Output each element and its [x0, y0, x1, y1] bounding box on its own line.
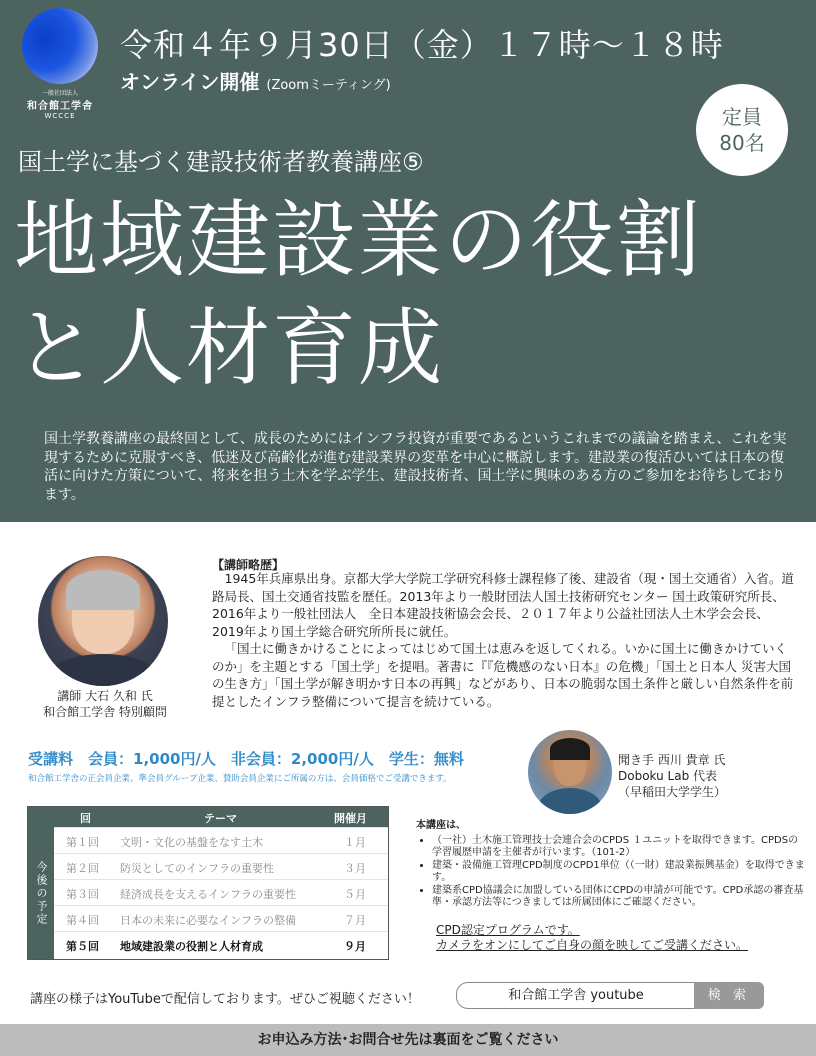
intro-text: 国土学教養講座の最終回として、成長のためにはインフラ投資が重要であるというこれまでの議論を踏まえ、これを実現するために克服すべき、低迷及び高齢化が進む建設業界の変革を中心に概説します。建設業の復活ひいては日本の復活に向けた方策について、将来を担う土木を学ぶ学生、建設技術者、国土学に興味のある方のご参加をお待ちしております。	[44, 431, 787, 503]
row-month: ５月	[344, 888, 366, 901]
event-format-label: オンライン開催	[120, 70, 260, 94]
table-row-current	[54, 931, 388, 958]
footer-banner: お申込み方法･お問合せ先は裏面をご覧ください	[0, 1024, 816, 1056]
lecturer-name: 講師 大石 久和 氏	[57, 689, 153, 703]
header-no: 回	[80, 812, 91, 825]
capacity-label: 定員	[722, 105, 762, 129]
search-button[interactable]: 検 索	[694, 982, 764, 1009]
row-theme: 防災としてのインフラの重要性	[120, 862, 274, 875]
table-row	[54, 827, 388, 854]
search-input[interactable]: 和合館工学舎 youtube	[456, 982, 696, 1009]
schedule-table	[27, 806, 389, 960]
bio-paragraph-1: 1945年兵庫県出身。京都大学大学院工学研究科修士課程修了後、建設省（現・国土交通省）入省。道路局長、国土交通省技監を歴任。2013年より一般財団法人国土技術研究センター 国土政策研究所長、2016年より一般社団法人 全日本建設技術協会会長、２０１７年より公益社団法人土木学会会長、2019年より国土学総合研究所所長に就任。	[212, 571, 794, 639]
series-title: 国土学に基づく建設技術者教養講座⑤	[18, 148, 424, 176]
cpd-notice	[436, 923, 748, 953]
lecturer-caption	[20, 688, 190, 720]
schedule-header	[28, 807, 388, 827]
bio-heading: 【講師略歴】	[212, 558, 285, 572]
interviewer-name: 聞き手 西川 貴章 氏	[618, 753, 726, 767]
row-no: 第５回	[66, 940, 99, 953]
table-row	[54, 853, 388, 880]
row-theme: 経済成長を支えるインフラの重要性	[120, 888, 296, 901]
fee-note: 和合館工学舎の正会員企業、準会員グループ企業、賛助会員企業にご所属の方は、会員価格でご受講できます。	[28, 774, 452, 784]
row-no: 第４回	[66, 914, 99, 927]
interviewer-photo	[528, 730, 612, 814]
capacity-badge	[696, 84, 788, 176]
row-no: 第１回	[66, 836, 99, 849]
capacity-count: 80名	[719, 131, 765, 155]
logo-small-text: 一般社団法人	[41, 90, 78, 97]
row-month: １月	[344, 836, 366, 849]
cpds-info	[416, 820, 806, 910]
interviewer-caption	[618, 752, 726, 800]
list-item: • 建築・設備施工管理CPD制度のCPD1単位（（一財）建設業振興基金）を取得できます。	[432, 860, 806, 885]
hero-banner	[0, 0, 816, 522]
event-date: 令和４年９月30日（金）１７時～１８時	[120, 26, 724, 64]
event-format-note: (Zoomミーティング)	[266, 78, 391, 93]
interviewer-affiliation: （早稲田大学学生）	[618, 785, 727, 799]
main-title	[14, 186, 804, 402]
list-item: • （一社）土木施工管理技士会連合会のCPDS １ユニットを取得できます。CPDSの学習履歴申請を主催者が行います。（101-2）	[432, 835, 806, 860]
row-theme: 日本の未来に必要なインフラの整備	[120, 914, 296, 927]
table-row	[54, 879, 388, 906]
header-theme: テーマ	[204, 812, 237, 825]
bio-paragraph-2: 「国土に働きかけることによってはじめて国土は恵みを返してくれる。いかに国土に働きかけていくのか」を主題とする「国土学」を提唱。著書に『『危機感のない日本』の危機」「国土と日本人 災害大国の生き方」「国土学が解き明かす日本の再興」などがあり、日本の脆弱な国土条件と厳しい自然条件を前提としたインフラ整備について提言を続けている。	[212, 641, 794, 709]
cpd-notice-line1: CPD認定プログラムです。	[436, 923, 580, 937]
logo-english: WCCCE	[44, 112, 76, 120]
schedule-side-label: 今後の予定	[28, 827, 54, 959]
row-no: 第３回	[66, 888, 99, 901]
row-theme: 文明・文化の基盤をなす土木	[120, 836, 263, 849]
event-format	[120, 66, 391, 95]
logo	[14, 8, 106, 120]
logo-name: 和合館工学舎	[27, 101, 93, 112]
youtube-text: 講座の様子はYouTubeで配信しております。ぜひご視聴ください！	[30, 992, 420, 1007]
list-item: • 建築系CPD協議会に加盟している団体にCPDの申請が可能です。CPD承認の審査基準・承認方法等につきましては所属団体にご確認ください。	[432, 885, 806, 910]
lecturer-photo	[38, 556, 168, 686]
cpd-notice-line2: カメラをオンにしてご自身の顔を映してご受講ください。	[436, 938, 749, 952]
cpds-title: 本講座は、	[416, 820, 466, 831]
row-month: ７月	[344, 914, 366, 927]
fee-text: 受講料 会員：1,000円/人 非会員：2,000円/人 学生：無料	[28, 750, 464, 768]
row-no: 第２回	[66, 862, 99, 875]
cpds-list	[416, 835, 806, 910]
main-title-line1: 地域建設業の役割	[14, 191, 703, 289]
logo-circle-icon	[22, 8, 98, 84]
row-month: ３月	[344, 862, 366, 875]
header-month: 開催月	[334, 812, 367, 825]
table-row	[54, 905, 388, 932]
row-theme: 地域建設業の役割と人材育成	[120, 940, 263, 953]
row-month: ９月	[344, 940, 366, 953]
lecturer-title: 和合館工学舎 特別顧問	[43, 705, 167, 719]
interviewer-org: Doboku Lab 代表	[618, 769, 718, 783]
main-title-line2: と人材育成	[14, 299, 445, 397]
lecturer-bio	[212, 570, 796, 710]
